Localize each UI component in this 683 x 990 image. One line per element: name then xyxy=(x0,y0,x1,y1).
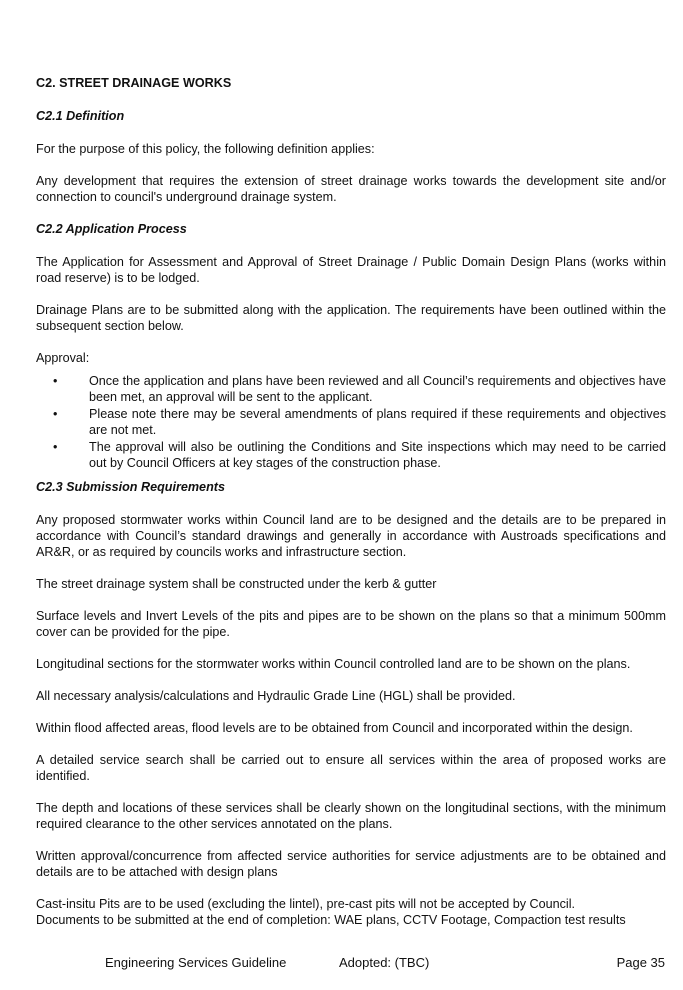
submission-paragraph: Surface levels and Invert Levels of the pits and pipes are to be shown on the plans so that a minimum 500mm cover can be provided for the pipe. xyxy=(36,609,666,639)
submission-last-line: Documents to be submitted at the end of completion: WAE plans, CCTV Footage, Compaction test results xyxy=(36,913,626,927)
application-paragraph: Drainage Plans are to be submitted along with the application. The requirements have been outlined within the subsequent section below. xyxy=(36,303,666,333)
bullet-icon: • xyxy=(53,440,58,454)
approval-bullet-list xyxy=(36,373,666,471)
submission-paragraph: All necessary analysis/calculations and Hydraulic Grade Line (HGL) shall be provided. xyxy=(36,689,516,703)
submission-paragraph: The street drainage system shall be constructed under the kerb & gutter xyxy=(36,577,437,591)
bullet-item xyxy=(36,373,666,405)
submission-paragraph: Written approval/concurrence from affected service authorities for service adjustments are to be obtained and details are to be attached with design plans xyxy=(36,849,666,879)
document-page xyxy=(36,75,666,928)
bullet-text: Once the application and plans have been reviewed and all Council’s requirements and objectives have been met, an approval will be sent to the applicant. xyxy=(89,374,666,404)
page-footer xyxy=(0,955,683,973)
definition-text: Any development that requires the extension of street drainage works towards the development site and/or connection to council's underground drainage system. xyxy=(36,174,666,204)
submission-paragraph: A detailed service search shall be carried out to ensure all services within the area of proposed works are identified. xyxy=(36,753,666,783)
bullet-icon: • xyxy=(53,407,58,421)
submission-paragraph: The depth and locations of these services shall be clearly shown on the longitudinal sections, with the minimum required clearance to the other services annotated on the plans. xyxy=(36,801,666,831)
bullet-icon: • xyxy=(53,374,58,388)
definition-intro: For the purpose of this policy, the following definition applies: xyxy=(36,142,375,156)
application-paragraph: The Application for Assessment and Approval of Street Drainage / Public Domain Design Plans (works within road reserve) is to be lodged. xyxy=(36,255,666,285)
definition-heading: C2.1 Definition xyxy=(36,109,125,123)
submission-paragraph: Any proposed stormwater works within Council land are to be designed and the details are to be prepared in accordance with Council’s standard drawings and generally in accordance with Austroads specifications and AR&R, or as required by councils works and infrastructure section. xyxy=(36,513,666,559)
footer-guideline-title: Engineering Services Guideline xyxy=(105,955,287,970)
application-heading: C2.2 Application Process xyxy=(36,222,187,236)
footer-adopted: Adopted: (TBC) xyxy=(339,955,430,970)
bullet-item xyxy=(36,406,666,438)
submission-paragraph: Longitudinal sections for the stormwater works within Council controlled land are to be shown on the plans. xyxy=(36,657,631,671)
submission-paragraph: Within flood affected areas, flood levels are to be obtained from Council and incorporated within the design. xyxy=(36,721,633,735)
bullet-text: Please note there may be several amendments of plans required if these requirements and objectives are not met. xyxy=(89,407,666,437)
footer-page-number: Page 35 xyxy=(616,955,665,970)
submission-last-line: Cast-insitu Pits are to be used (excluding the lintel), pre-cast pits will not be accepted by Council. xyxy=(36,897,575,911)
bullet-item xyxy=(36,439,666,471)
approval-label: Approval: xyxy=(36,351,90,365)
section-title: C2. STREET DRAINAGE WORKS xyxy=(36,76,232,90)
submission-heading: C2.3 Submission Requirements xyxy=(36,480,225,494)
bullet-text: The approval will also be outlining the Conditions and Site inspections which may need to be carried out by Council Officers at key stages of the construction phase. xyxy=(89,440,666,470)
